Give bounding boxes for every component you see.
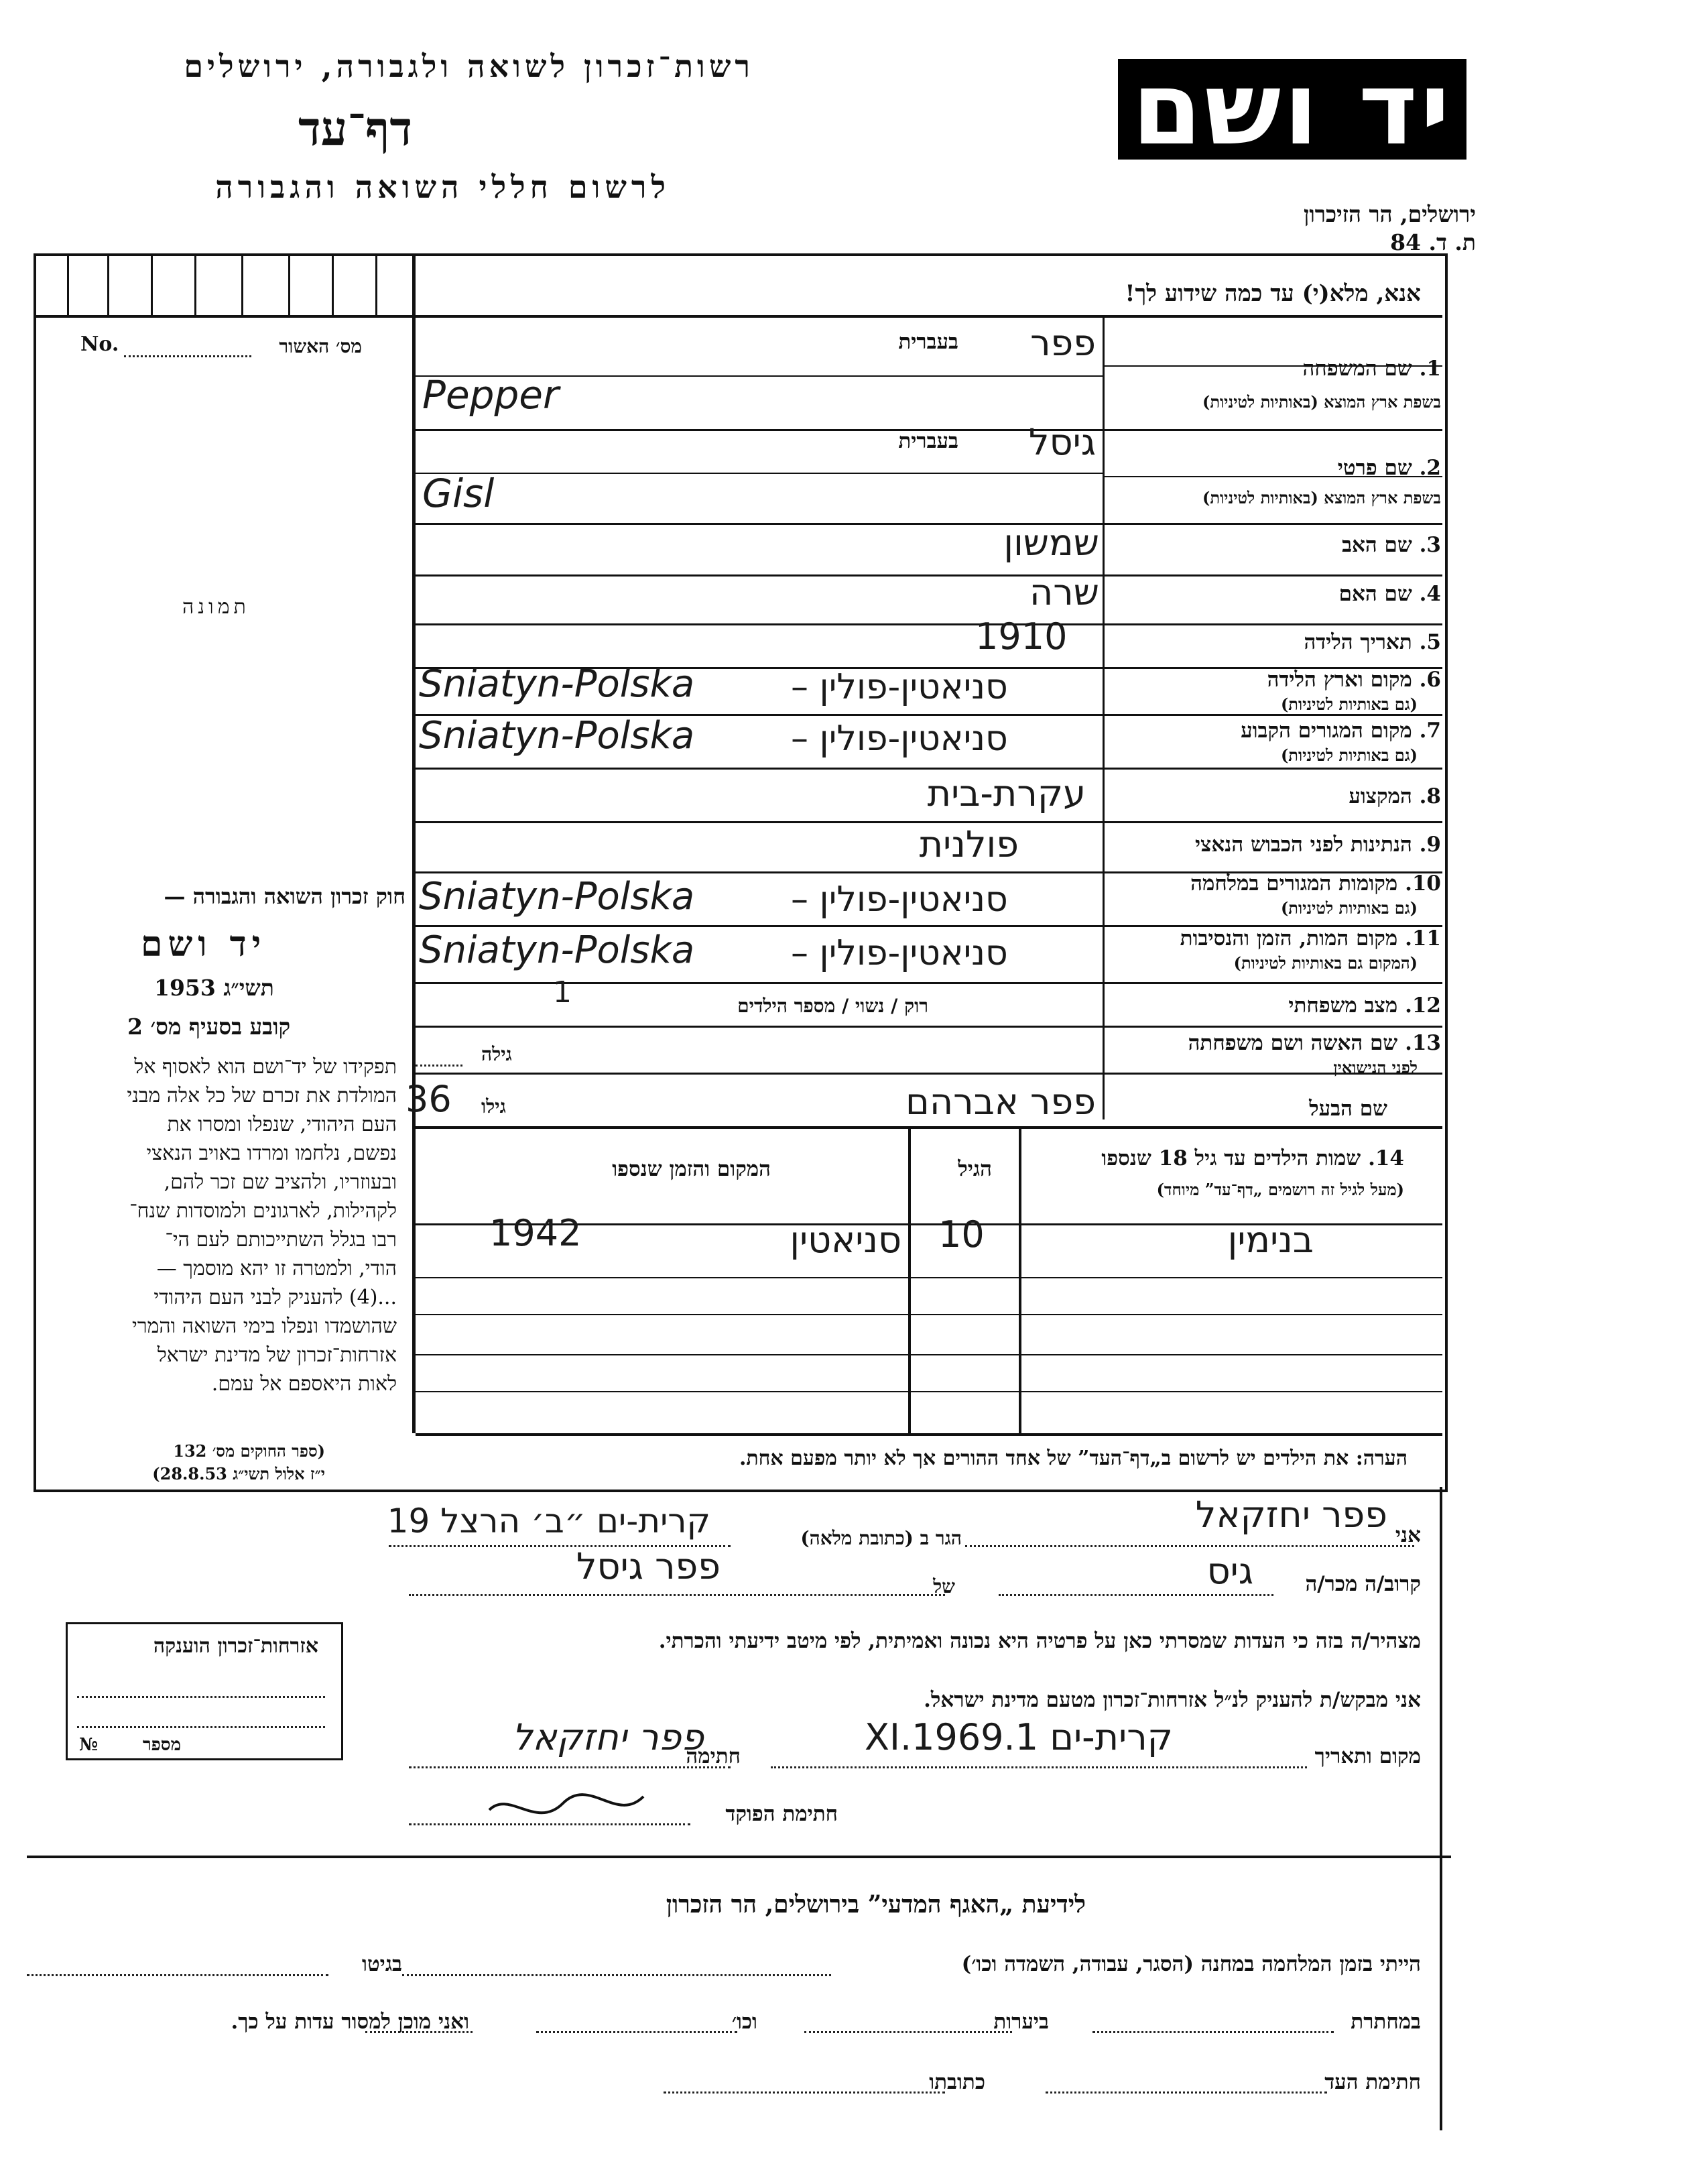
lang-heb-2: בעברית <box>898 429 958 453</box>
wife-age-label: גילה <box>481 1043 512 1065</box>
birthplace-latin: Sniatyn-Polska <box>419 662 695 706</box>
field-11-text: מקום המות, הזמן והנסיבות <box>1180 926 1398 951</box>
lang-heb-1: בעברית <box>898 330 958 354</box>
children-note: הערה: את הילדים יש לרשום ב„דף־העד” של אחד ההורים אך לא יותר מפעם אחת. <box>739 1447 1408 1470</box>
husband-name-value: פפר אברהם <box>905 1081 1096 1123</box>
child-death-place: סניאטין <box>790 1219 901 1261</box>
lang-origin-2: בשפת ארץ המוצא (באותיות לטיניות) <box>1202 488 1441 507</box>
birthplace-hebrew: סניאטין-פולין <box>819 667 1008 707</box>
field-3-text: שם האב <box>1342 533 1412 557</box>
surname-latin: Pepper <box>422 372 559 418</box>
field-3-num: 3. <box>1419 533 1441 557</box>
mother-name: שרה <box>1029 571 1099 613</box>
authority-name: רשות־זכרון לשואה ולגבורה, ירושלים <box>184 48 754 84</box>
declarant-name: פפר יחזקאל <box>1195 1494 1387 1536</box>
children-count: 1 <box>553 975 572 1010</box>
field-3-label <box>1342 533 1441 557</box>
law-line: העם היהודי, שנפלו ומסרו את <box>167 1113 397 1136</box>
stampbox-number-label: מספר <box>142 1735 181 1755</box>
photo-label: תמונה <box>182 595 250 619</box>
camp-line-label: הייתי בזמן המלחמה במחנה (הסגר, עבודה, השמדה וכו׳) <box>961 1952 1421 1976</box>
law-line: המולדת את זכרם של כל אלה מבני <box>127 1084 397 1107</box>
stampbox-title: אזרחות־זכרון הוענקה <box>153 1634 318 1658</box>
field-4-label <box>1339 582 1441 606</box>
law-line: אזרחות־זכרון של מדינת ישראל <box>157 1343 397 1367</box>
law-line: לאות היאספם אל עמם. <box>211 1372 397 1396</box>
husband-label: שם הבעל <box>1309 1097 1387 1121</box>
stampbox-no-abbrev: № <box>79 1735 99 1755</box>
husband-age-label: גילו <box>481 1095 506 1117</box>
underground-label: במחתרת <box>1351 2010 1421 2034</box>
field-7-text: מקום המגורים הקבוע <box>1241 719 1412 743</box>
witness-address-label: כתובתו <box>929 2070 985 2094</box>
field-6-note: (גם באותיות לטיניות) <box>1280 694 1418 714</box>
marital-options: רוק / נשוי / מספר הילדים <box>737 995 928 1017</box>
signature-value: פפר יחזקאל <box>511 1716 704 1758</box>
law-ref-1: (ספר החוקים מס׳ 132 <box>173 1441 325 1461</box>
firstname-hebrew: גיסל <box>1028 421 1096 463</box>
ghetto-label: בגיטו <box>362 1952 402 1976</box>
law-line: ובעוזריו, ולהציב שם זכר להם, <box>164 1170 397 1194</box>
field-11-num: 11. <box>1405 926 1441 951</box>
death-place-hebrew: סניאטין-פולין <box>819 933 1008 973</box>
law-line: רבו בגלל השתייכותם לעם הי־ <box>165 1228 397 1252</box>
field-8-text: המקצוע <box>1349 784 1412 808</box>
ready-to-testify: ואני מוכן למסור עדות על כך. <box>231 2010 469 2034</box>
declaration-text: מצהיר/ה בזה כי העדות שמסרתי כאן על פרטיה היא נכונה ואמיתית, לפי מיטב ידיעתי והכרתי. <box>658 1629 1421 1653</box>
field-10-label <box>1190 871 1441 896</box>
request-text: אני מבקש/ת להעניק לנ״ל אזרחות־זכרון מטעם מדינת ישראל. <box>924 1688 1421 1712</box>
field-4-text: שם האם <box>1338 582 1412 606</box>
field-13-text: שם האשה ושם משפחתה <box>1188 1031 1398 1055</box>
place-date-value: קרית-ים 1.XI.1969 <box>865 1716 1173 1758</box>
field-10-text: מקומות המגורים במלחמה <box>1190 871 1398 896</box>
child-age: 10 <box>938 1213 985 1256</box>
field-12-text: מצב משפחתי <box>1288 993 1398 1018</box>
field-12-label <box>1288 993 1441 1018</box>
field-5-label <box>1304 630 1441 654</box>
law-ref-2: י״ז אלול תשי״ג 28.8.53) <box>152 1464 325 1483</box>
address-line-1: ירושלים, הר הזיכרון <box>1303 201 1476 227</box>
field-7-note: (גם באותיות לטיניות) <box>1280 745 1418 765</box>
field-9-num: 9. <box>1419 833 1441 857</box>
place-date-label: מקום ותאריך <box>1314 1744 1421 1768</box>
field-14-num: 14. <box>1368 1146 1404 1170</box>
field-14-text: שמות הילדים עד גיל 18 שנספו <box>1101 1146 1361 1170</box>
field-9-text: הנתינות לפני הכבוש הנאצי <box>1195 833 1412 857</box>
lang-origin-1: בשפת ארץ המוצא (באותיות לטיניות) <box>1202 392 1441 412</box>
child-name: בנימין <box>1227 1219 1314 1261</box>
relation-value: גיס <box>1206 1550 1253 1592</box>
field-8-num: 8. <box>1419 784 1441 808</box>
signature-label: חתימה <box>686 1744 741 1768</box>
law-year: תשי״ג 1953 <box>154 975 274 1001</box>
approval-no-label: No. <box>80 332 119 356</box>
field-1-label <box>1303 357 1441 381</box>
law-line: ...(4) להעניק לבני העם היהודי <box>153 1286 397 1309</box>
instruction-text: אנא, מלא(י) עד כמה שידוע לך! <box>1125 280 1421 307</box>
declarant-i-label: אני <box>1395 1523 1421 1547</box>
field-14-label <box>1101 1146 1404 1170</box>
column-place-header: המקום והזמן שנספו <box>612 1157 771 1181</box>
address-line-2: ת. ד. 84 <box>1390 229 1476 255</box>
column-age-header: הגיל <box>958 1157 992 1181</box>
birth-year: 1910 <box>975 615 1068 658</box>
death-place-latin: Sniatyn-Polska <box>419 928 695 972</box>
field-7-num: 7. <box>1419 719 1441 743</box>
forests-label: ביערות <box>993 2010 1049 2034</box>
officer-signature-mark <box>483 1783 650 1837</box>
law-line: תפקידו של יד־ושם הוא לאסוף אל <box>134 1055 397 1079</box>
declarant-address: קרית-ים ״ב׳ הרצל 19 <box>387 1502 710 1540</box>
field-4-num: 4. <box>1419 582 1441 606</box>
occupation-value: עקרת-בית <box>927 772 1086 814</box>
child-death-year: 1942 <box>489 1212 582 1254</box>
approval-no-label-he: מס׳ האשור <box>279 335 362 357</box>
logo-text: יד ושם <box>1131 51 1453 168</box>
field-13-label <box>1188 1031 1441 1055</box>
relation-label: קרוב/ה מכר/ה <box>1305 1572 1421 1596</box>
field-6-text: מקום וארץ הלידה <box>1267 668 1412 692</box>
field-11-note: (המקום גם באותיות לטיניות) <box>1233 953 1418 973</box>
law-name: יד ושם <box>141 924 267 965</box>
field-14-note: (מעל לגיל זה רושמים „דף־עד” מיוחד) <box>1156 1180 1404 1199</box>
field-2-num: 2. <box>1419 456 1441 480</box>
officer-signature-label: חתימת הפוקד <box>725 1802 838 1826</box>
surname-hebrew: פפר <box>1030 322 1096 364</box>
field-2-label <box>1338 456 1441 480</box>
yad-vashem-logo <box>1118 51 1466 168</box>
wartime-residence-latin: Sniatyn-Polska <box>419 875 695 918</box>
law-clause: קובע בסעיף מס׳ 2 <box>127 1014 291 1040</box>
law-line: נפשם, נלחמו ומרדו באויב הנאצי <box>146 1142 397 1165</box>
lives-label: הגר ב (כתובת מלאה) <box>800 1527 962 1549</box>
field-1-text: שם המשפחה <box>1302 357 1412 381</box>
residence-hebrew: סניאטין-פולין <box>819 719 1008 759</box>
of-label: של <box>933 1575 955 1597</box>
nationality-value: פולנית <box>919 823 1019 865</box>
field-2-text: שם פרטי <box>1337 456 1412 480</box>
law-line: שהושמדו ונפלו בימי השואה והמרי <box>131 1315 397 1338</box>
etc-label: וכו׳ <box>731 2010 757 2034</box>
field-12-num: 12. <box>1405 993 1441 1018</box>
field-6-num: 6. <box>1419 668 1441 692</box>
field-13-note: לפני הנישואין <box>1333 1058 1418 1077</box>
wartime-residence-hebrew: סניאטין-פולין <box>819 879 1008 920</box>
field-1-num: 1. <box>1419 357 1441 381</box>
field-10-num: 10. <box>1405 871 1441 896</box>
form-title: דף־עד <box>298 101 413 156</box>
field-5-num: 5. <box>1419 630 1441 654</box>
field-7-label <box>1241 719 1441 743</box>
form-subtitle: לרשום חללי השואה והגבורה <box>215 169 670 205</box>
field-8-label <box>1349 784 1441 808</box>
witness-signature-label: חתימת העד <box>1324 2070 1421 2094</box>
of-value: פפר גיסל <box>576 1545 721 1587</box>
law-body <box>21 1052 397 1398</box>
residence-latin: Sniatyn-Polska <box>419 714 695 757</box>
field-13-num: 13. <box>1405 1031 1441 1055</box>
field-6-label <box>1267 668 1441 692</box>
field-5-text: תאריך הלידה <box>1304 630 1412 654</box>
father-name: שמשון <box>1003 522 1099 564</box>
law-title: חוק זכרון השואה והגבורה — <box>164 884 405 909</box>
firstname-latin: Gisl <box>422 471 495 516</box>
field-11-label <box>1180 926 1441 951</box>
law-line: הודי, ולמטרה זו יהא מוסמך — <box>156 1257 397 1280</box>
scientific-dept-heading: לידיעת „האגף המדעי” בירושלים, הר הזכרון <box>666 1890 1086 1919</box>
field-10-note: (גם באותיות לטיניות) <box>1280 898 1418 918</box>
law-line: לקהילות, לארגונים ולמוסדות שנח־ <box>129 1199 397 1223</box>
husband-age-value: 36 <box>405 1078 452 1120</box>
field-9-label <box>1195 833 1441 857</box>
